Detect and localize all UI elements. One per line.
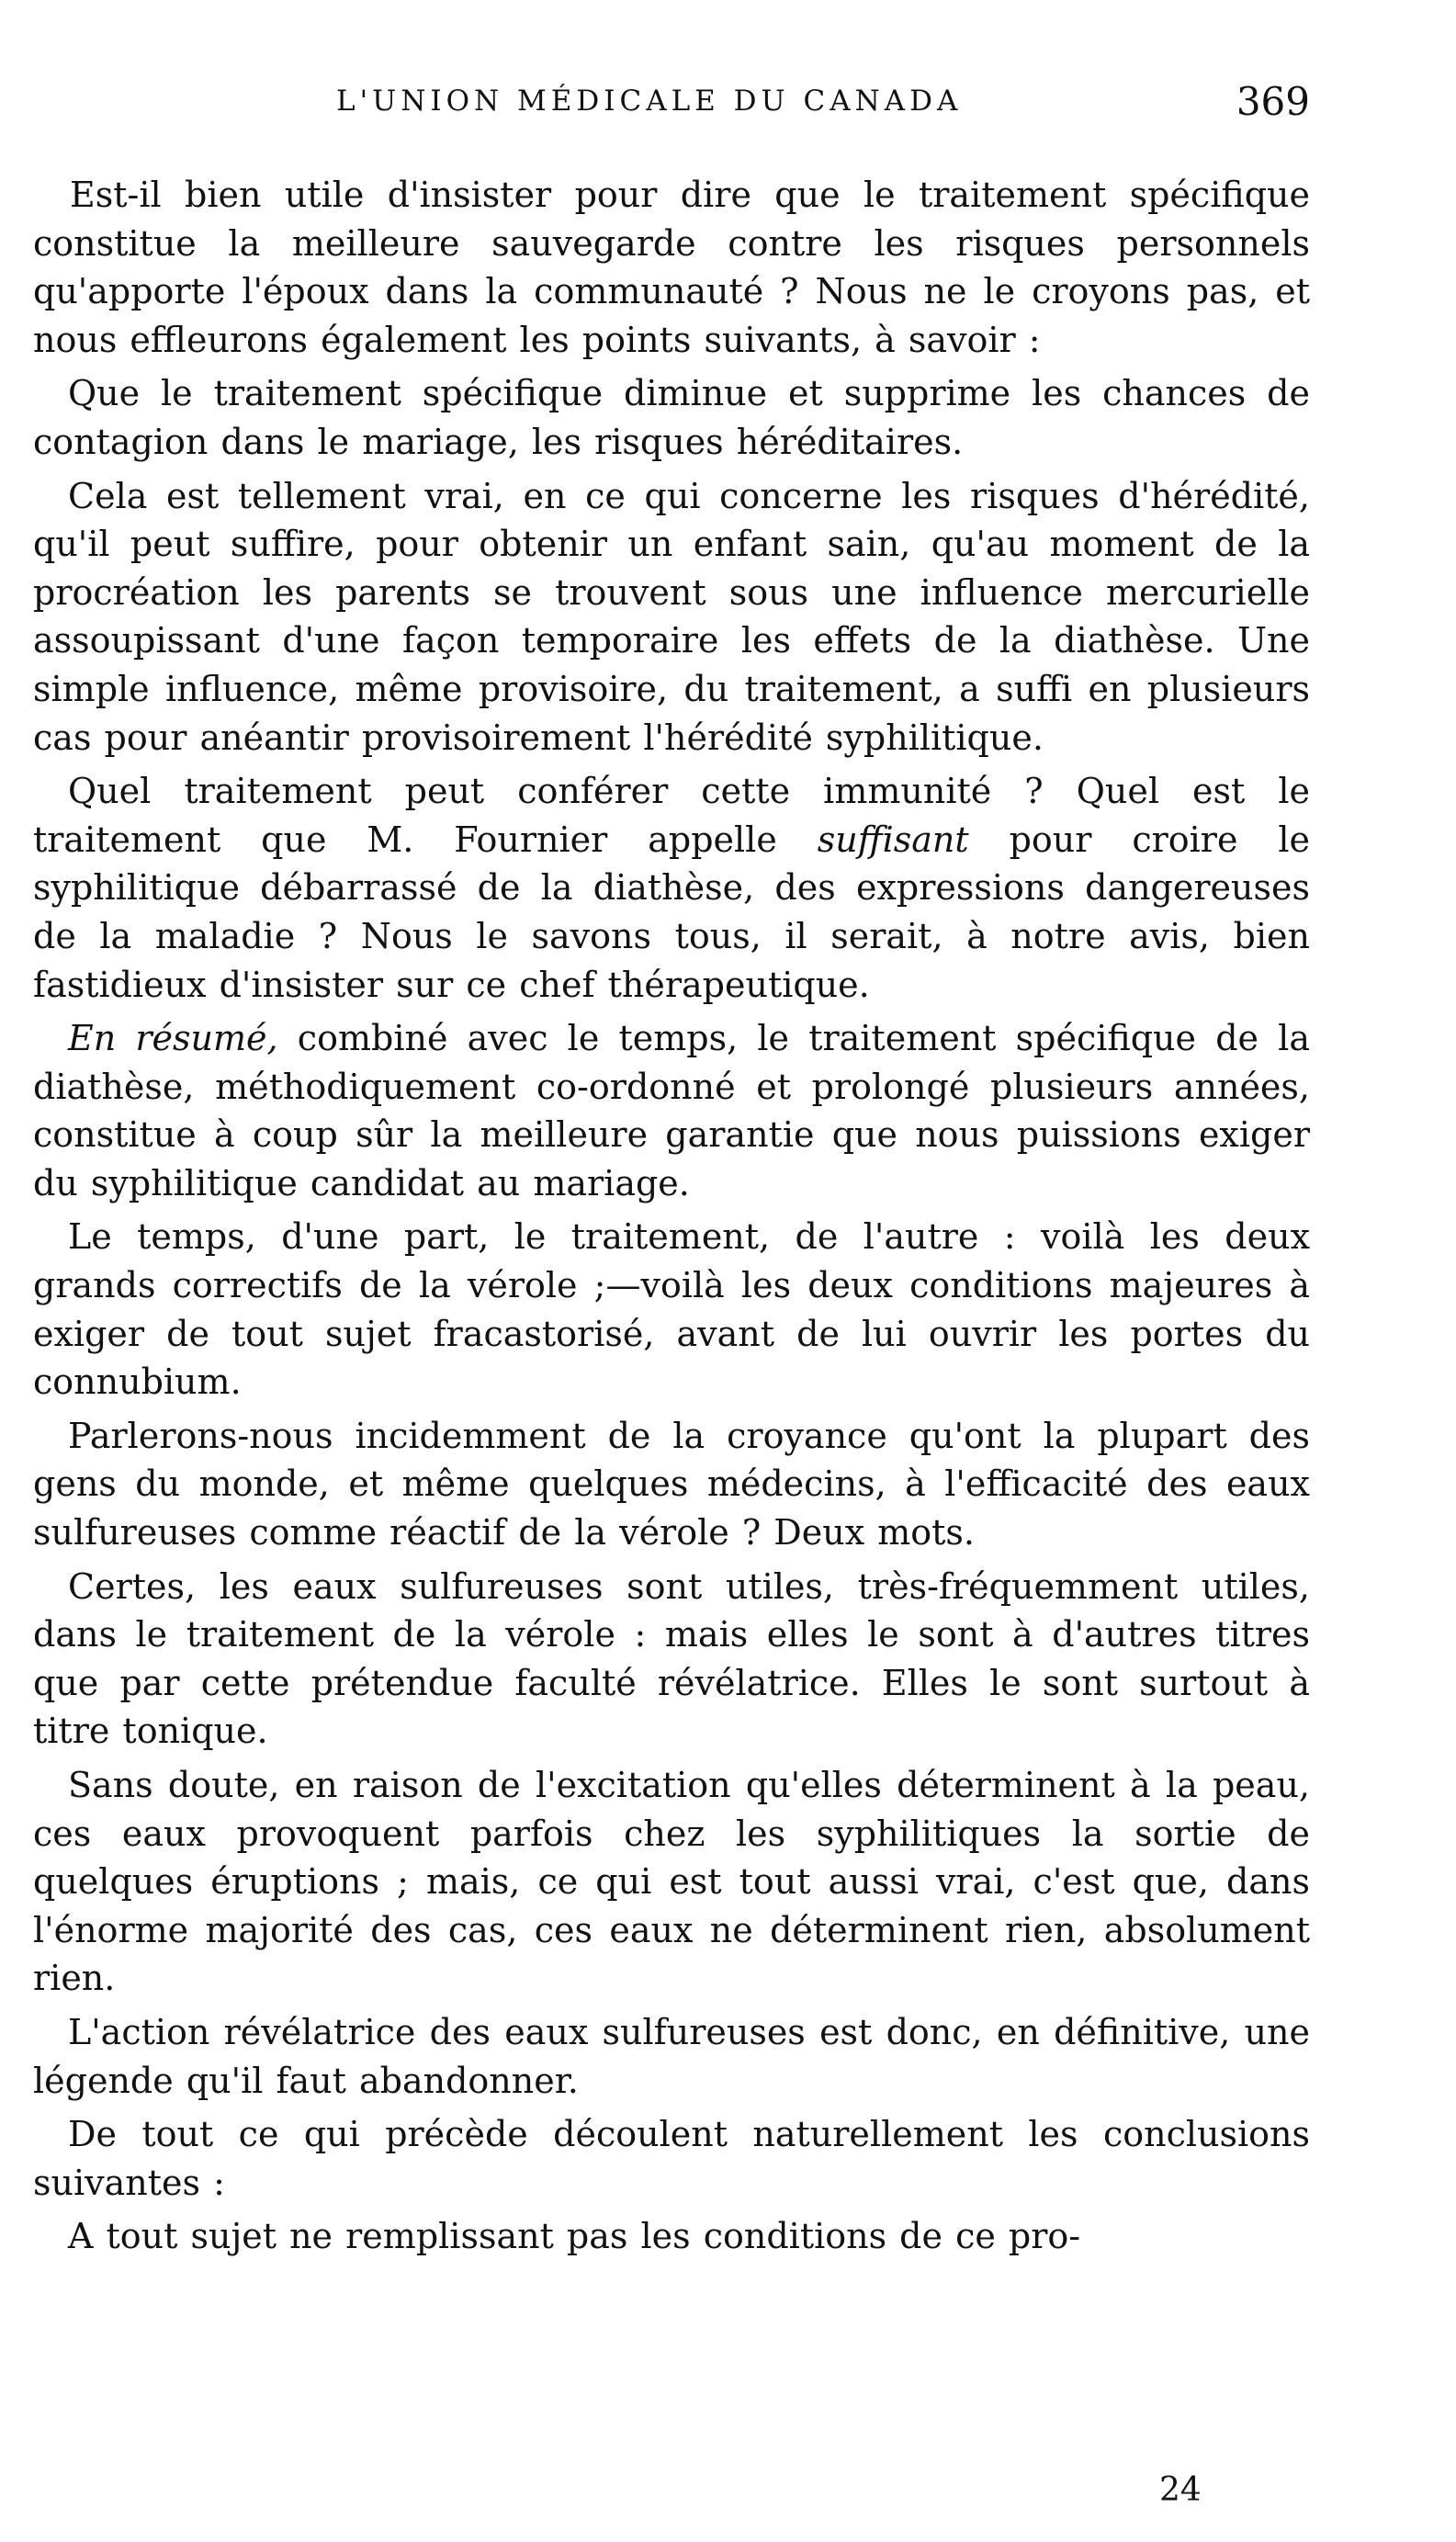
paragraph-5 — [33, 1014, 1310, 1207]
paragraph-7: Parlerons-nous incidemment de la croyance qu'ont la plupart des gens du monde, et même quelques médecins, à l'efficacité des eaux sulfureuses comme réactif de la vérole ? Deux mots. — [33, 1415, 1310, 1553]
paragraph-4-text-a: Quel traitement peut conférer cette immunité ? Quel est le traitement que M. Fournier appelle — [33, 771, 1310, 860]
paragraph-3: Cela est tellement vrai, en ce qui concerne les risques d'hérédité, qu'il peut suffire, pour obtenir un enfant sain, qu'au moment de la procréation les parents se trouvent sous une influence mercurielle assoupissant d'une façon temporaire les effets de la diathèse. Une simple influence, même provisoire, du traitement, a suffi en plusieurs cas pour anéantir provisoirement l'hérédité syphilitique. — [33, 475, 1310, 758]
paragraph-4-emphasis: suffisant — [817, 819, 969, 860]
paragraph-9: Sans doute, en raison de l'excitation qu'elles déterminent à la peau, ces eaux provoquent parfois chez les syphilitiques la sortie de quelques éruptions ; mais, ce qui est tout aussi vrai, c'est que, dans l'énorme majorité des cas, ces eaux ne déterminent rien, absolument rien. — [33, 1765, 1310, 1999]
article-body — [33, 171, 1310, 2266]
paragraph-4 — [33, 767, 1310, 1009]
paragraph-10: L'action révélatrice des eaux sulfureuses est donc, en définitive, une légende qu'il faut abandonner. — [33, 2011, 1310, 2101]
paragraph-8: Certes, les eaux sulfureuses sont utiles, très-fréquemment utiles, dans le traitement de la vérole : mais elles le sont à d'autres titres que par cette prétendue faculté révélatrice. Elles le sont surtout à titre tonique. — [33, 1565, 1310, 1752]
journal-title: L'UNION MÉDICALE DU CANADA — [336, 85, 963, 118]
signature-mark: 24 — [1159, 2471, 1202, 2509]
paragraph-11: De tout ce qui précède découlent naturellement les conclusions suivantes : — [33, 2114, 1310, 2203]
page-number: 369 — [1236, 79, 1310, 124]
paragraph-5-lead: En résumé, — [68, 1018, 278, 1059]
paragraph-2: Que le traitement spécifique diminue et supprime les chances de contagion dans le mariage, les risques héréditaires. — [33, 373, 1310, 462]
running-head — [33, 79, 1310, 140]
paragraph-5-text: combiné avec le temps, le traitement spécifique de la diathèse, méthodiquement co-ordonné et prolongé plusieurs années, constitue à coup sûr la meilleure garantie que nous puissions exiger du syphilitique candidat au mariage. — [33, 1018, 1310, 1203]
paragraph-6: Le temps, d'une part, le traitement, de l'autre : voilà les deux grands correctifs de la vérole ;—voilà les deux conditions majeures à exiger de tout sujet fracastorisé, avant de lui ouvrir les portes du connubium. — [33, 1216, 1310, 1403]
paragraph-12: A tout sujet ne remplissant pas les conditions de ce pro- — [68, 2216, 1081, 2257]
paragraph-1: Est-il bien utile d'insister pour dire que le traitement spécifique constitue la meilleure sauvegarde contre les risques personnels qu'apporte l'époux dans la communauté ? Nous ne le croyons pas, et nous effleurons également les points suivants, à savoir : — [33, 175, 1310, 360]
paragraph-4-text-b: pour croire le syphilitique débarrassé de la diathèse, des expressions dangereuses de la maladie ? Nous le savons tous, il serait, à notre avis, bien fastidieux d'insister sur ce chef thérapeutique. — [33, 819, 1310, 1005]
